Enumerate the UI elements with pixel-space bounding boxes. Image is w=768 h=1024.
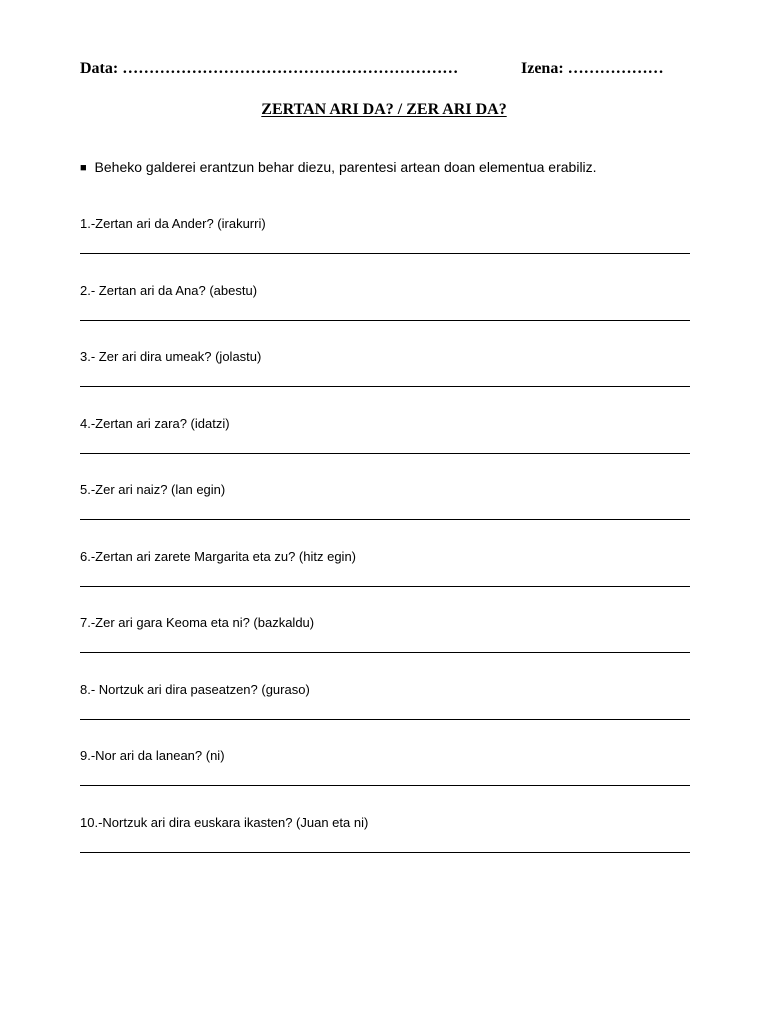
answer-line[interactable] (80, 719, 690, 720)
name-label: Izena: (521, 60, 564, 77)
worksheet-title (0, 101, 768, 119)
answer-line[interactable] (80, 852, 690, 853)
answer-line[interactable] (80, 519, 690, 520)
answer-line[interactable] (80, 386, 690, 387)
answer-line[interactable] (80, 652, 690, 653)
question-text: 10.-Nortzuk ari dira euskara ikasten? (Juan eta ni) (80, 814, 369, 830)
answer-line[interactable] (80, 320, 690, 321)
question-item-9 (80, 748, 690, 815)
question-text: 6.-Zertan ari zarete Margarita eta zu? (hitz egin) (80, 548, 357, 564)
header-line (80, 60, 690, 78)
date-label: Data: (80, 60, 119, 77)
question-item-7 (80, 615, 690, 682)
question-item-8 (80, 682, 690, 749)
worksheet-title-text: ZERTAN ARI DA? / ZER ARI DA? (261, 101, 507, 118)
question-item-1 (80, 216, 690, 283)
instruction-text: Beheko galderei erantzun behar diezu, parentesi artean doan elementua erabiliz. (94, 159, 597, 175)
answer-line[interactable] (80, 586, 690, 587)
question-text: 1.-Zertan ari da Ander? (irakurri) (80, 216, 266, 231)
question-text: 5.-Zer ari naiz? (lan egin) (80, 482, 226, 497)
question-list (80, 216, 690, 881)
answer-line[interactable] (80, 453, 690, 454)
question-text: 4.-Zertan ari zara? (idatzi) (80, 415, 230, 431)
question-item-6 (80, 549, 690, 616)
question-item-10 (80, 815, 690, 882)
question-item-4 (80, 416, 690, 483)
name-group (521, 60, 664, 78)
question-text: 8.- Nortzuk ari dira paseatzen? (guraso) (80, 681, 310, 697)
date-field[interactable]: ……………………………………………………… (122, 60, 459, 77)
question-item-5 (80, 482, 690, 549)
question-text: 7.-Zer ari gara Keoma eta ni? (bazkaldu) (80, 615, 315, 630)
question-text: 2.- Zertan ari da Ana? (abestu) (80, 282, 258, 298)
question-text: 3.- Zer ari dira umeak? (jolastu) (80, 349, 262, 364)
answer-line[interactable] (80, 785, 690, 786)
bullet-icon: ■ (80, 162, 87, 174)
answer-line[interactable] (80, 253, 690, 254)
question-item-2 (80, 283, 690, 350)
instruction (80, 159, 597, 175)
name-field[interactable]: ……………… (567, 60, 664, 77)
question-item-3 (80, 349, 690, 416)
question-text: 9.-Nor ari da lanean? (ni) (80, 748, 225, 763)
